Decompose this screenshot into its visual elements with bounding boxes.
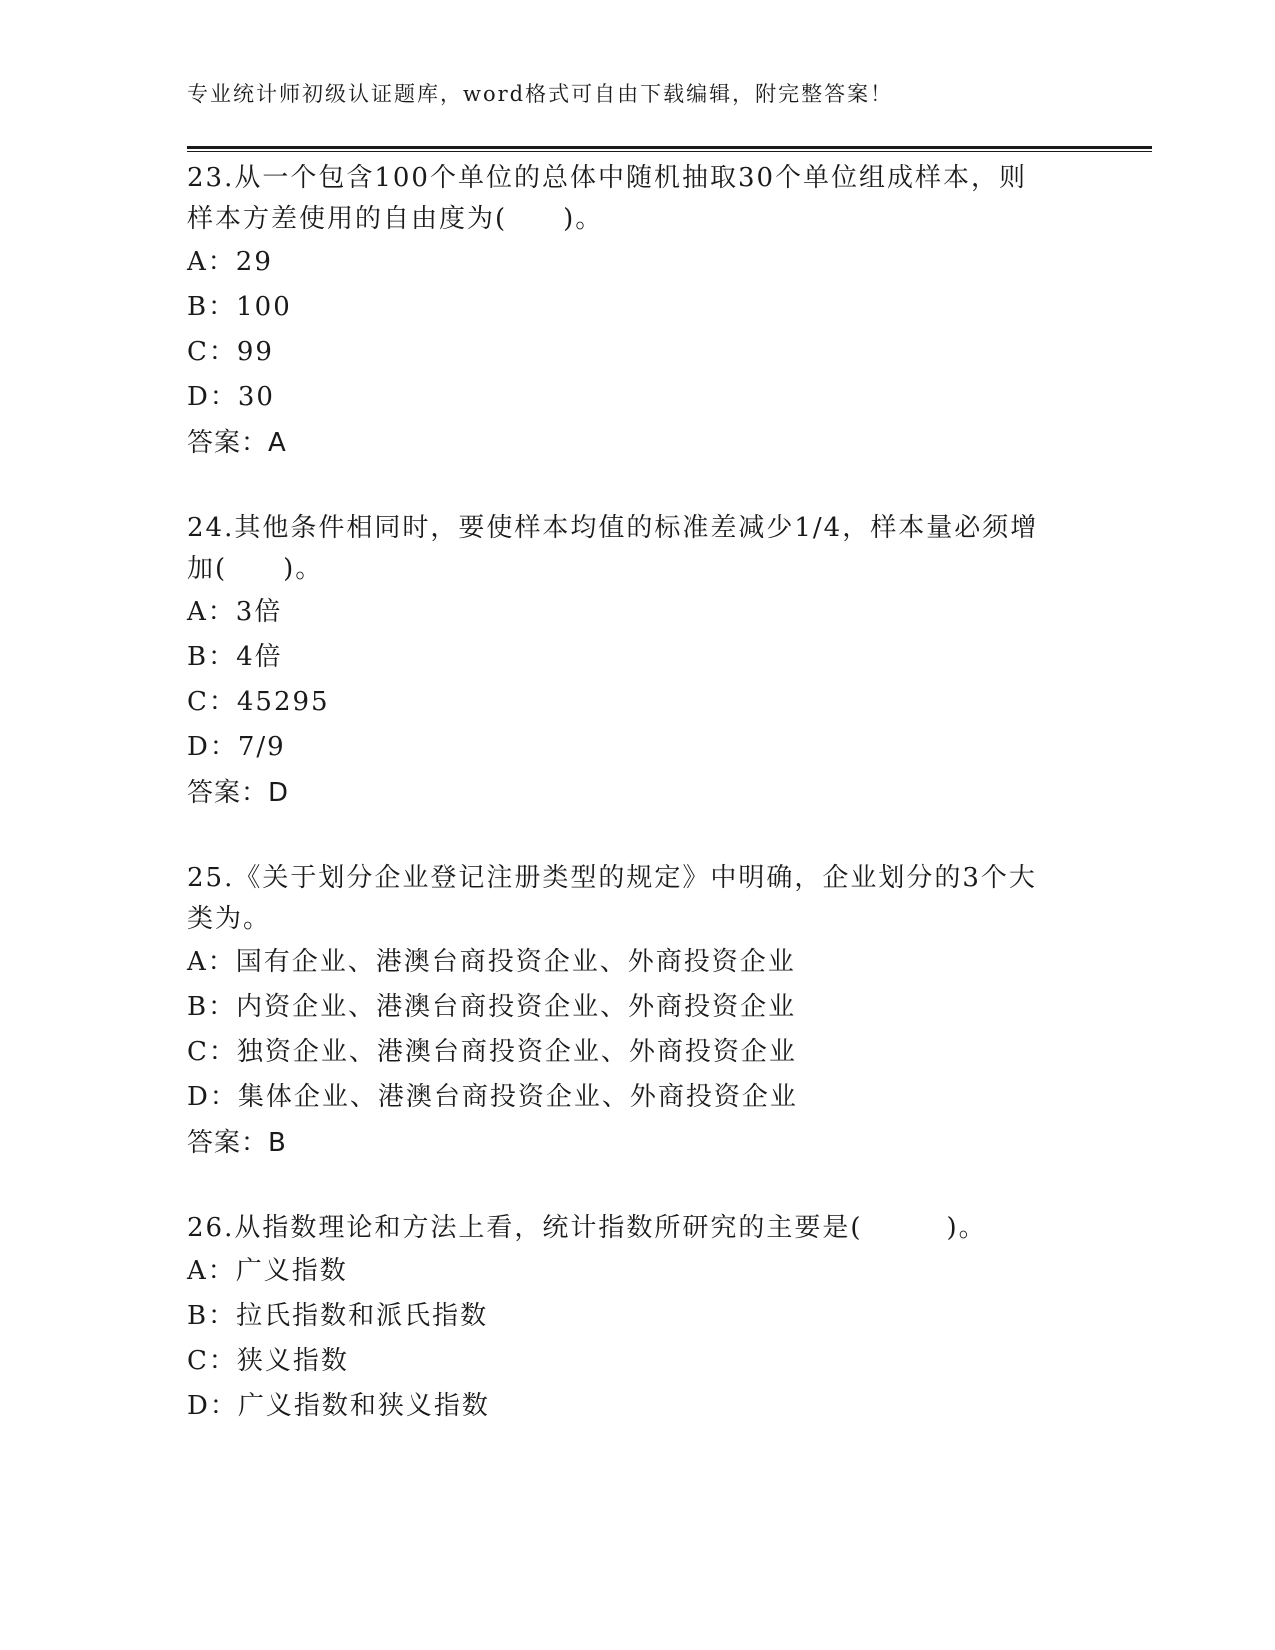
answer-option: A：29: [187, 247, 273, 277]
answer-key: 答案：D: [187, 778, 290, 808]
question-stem-line: 样本方差使用的自由度为( )。: [187, 204, 604, 234]
answer-option: A：国有企业、港澳台商投资企业、外商投资企业: [187, 947, 796, 977]
answer-option: A：广义指数: [187, 1256, 348, 1286]
question-stem-line: 加( )。: [187, 554, 324, 584]
answer-option: B：4倍: [187, 642, 283, 672]
answer-option: D：集体企业、港澳台商投资企业、外商投资企业: [187, 1082, 798, 1112]
question-stem-line: 24.其他条件相同时，要使样本均值的标准差减少1/4，样本量必须增: [187, 513, 1039, 543]
question-block: [187, 858, 1087, 1166]
question-list: [187, 158, 1087, 1471]
answer-option: C：99: [187, 337, 274, 367]
answer-key: 答案：A: [187, 428, 287, 458]
answer-option: B：100: [187, 292, 292, 322]
answer-key: 答案：B: [187, 1128, 287, 1158]
page-header: 专业统计师初级认证题库，word格式可自由下载编辑，附完整答案！: [187, 82, 894, 106]
answer-option: C：45295: [187, 687, 330, 717]
answer-option: D：30: [187, 382, 275, 412]
question-block: [187, 1208, 1087, 1429]
question-stem-line: 23.从一个包含100个单位的总体中随机抽取30个单位组成样本，则: [187, 163, 1028, 193]
answer-option: B：内资企业、港澳台商投资企业、外商投资企业: [187, 992, 797, 1022]
header-rule-thin: [187, 151, 1152, 152]
question-stem-line: 26.从指数理论和方法上看，统计指数所研究的主要是( )。: [187, 1213, 987, 1243]
question-stem-line: 25.《关于划分企业登记注册类型的规定》中明确，企业划分的3个大: [187, 863, 1037, 893]
question-block: [187, 158, 1087, 466]
answer-option: C：狭义指数: [187, 1346, 349, 1376]
answer-option: C：独资企业、港澳台商投资企业、外商投资企业: [187, 1037, 797, 1067]
question-block: [187, 508, 1087, 816]
answer-option: A：3倍: [187, 597, 283, 627]
answer-option: B：拉氏指数和派氏指数: [187, 1301, 489, 1331]
question-stem-line: 类为。: [187, 904, 272, 934]
answer-option: D：7/9: [187, 732, 286, 762]
answer-option: D：广义指数和狭义指数: [187, 1391, 490, 1421]
header-rule-thick: [187, 146, 1152, 149]
